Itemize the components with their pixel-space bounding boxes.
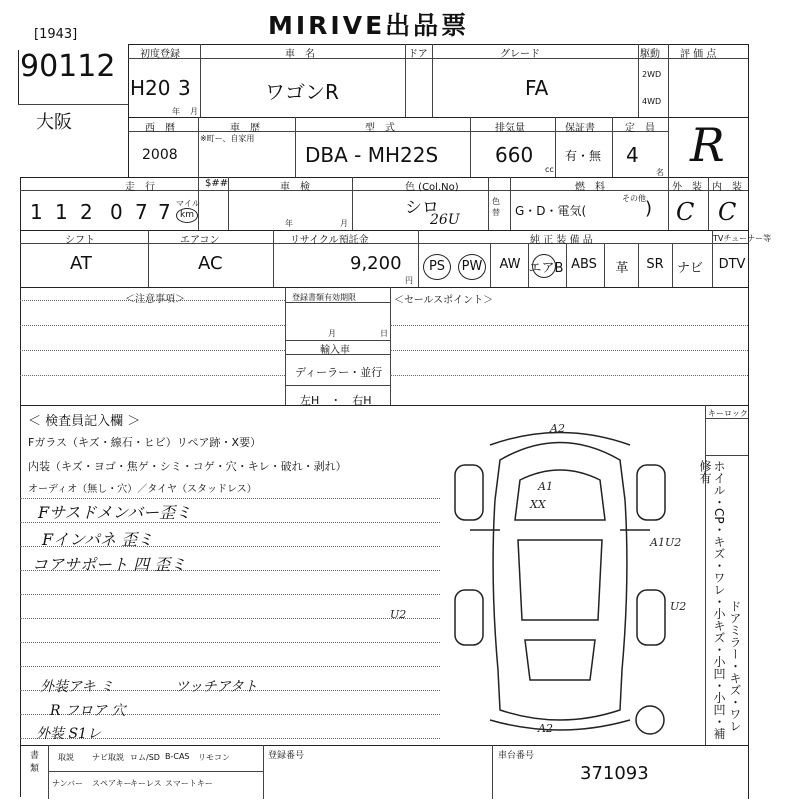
year-mark: 年 bbox=[172, 107, 180, 116]
doc-item: 取説 bbox=[58, 753, 74, 762]
lot-number: 90112 bbox=[20, 49, 116, 84]
cc-unit: cc bbox=[545, 165, 554, 174]
inspector-note: R フロア 穴 bbox=[50, 703, 126, 719]
reg-no-label: 登録番号 bbox=[268, 751, 305, 761]
tuner-label: TVチューナー等 bbox=[713, 234, 772, 243]
recycle-label: リサイクル預託金 bbox=[290, 235, 369, 246]
inspector-note: Fインパネ 歪ミ bbox=[42, 530, 154, 549]
diagram-label: A1 bbox=[538, 480, 553, 493]
model: DBA - MH22S bbox=[305, 143, 439, 167]
side-text-mirror: ドアミラー・キズ・ワレ bbox=[728, 600, 742, 732]
sales-point-label: ＜セールスポイント＞ bbox=[394, 295, 494, 306]
interior-label: 内 装 bbox=[712, 182, 742, 193]
reg-expiry-month: 月 bbox=[328, 329, 336, 338]
mileage-unit: km bbox=[176, 208, 198, 223]
drive-2wd: 2WD bbox=[642, 70, 662, 79]
guarantee-label: 保証書 bbox=[565, 123, 595, 134]
capacity-unit: 名 bbox=[656, 168, 664, 177]
diagram-label: U2 bbox=[390, 608, 407, 621]
diagram-label: A2 bbox=[550, 422, 565, 435]
inspector-note: 外装アキ ミ bbox=[40, 679, 114, 695]
fuel-other-label: その他 bbox=[622, 194, 646, 203]
meter-label: $## bbox=[205, 178, 229, 189]
equipment-sr: SR bbox=[646, 257, 664, 272]
notes-label: ＜注意事項＞ bbox=[125, 294, 185, 305]
doc-item: リモコン bbox=[198, 753, 230, 762]
lot-code: [1943] bbox=[34, 27, 78, 42]
model-label: 型 式 bbox=[365, 123, 395, 134]
inspector-note: ツッチアタト bbox=[175, 679, 258, 695]
sheet-title: MIRIVE出品票 bbox=[268, 11, 470, 40]
equipment-navi: ナビ bbox=[676, 261, 703, 276]
car-name: ワゴンR bbox=[265, 80, 339, 104]
door-label: ドア bbox=[408, 49, 428, 60]
body-type-note: ※町ー、自家用 bbox=[200, 134, 255, 143]
mileage-label: 走 行 bbox=[125, 182, 155, 193]
shift-label: シフト bbox=[65, 235, 95, 246]
grade-label: グレード bbox=[500, 49, 540, 60]
mileage-digit: 1 bbox=[30, 200, 43, 224]
diagram-label: U2 bbox=[670, 600, 687, 613]
inspector-interior: 内装（キズ・ヨゴ・焦ゲ・シミ・コゲ・穴・キレ・破れ・剥れ） bbox=[28, 460, 347, 473]
equipment-label: 純 正 装 備 品 bbox=[530, 235, 593, 246]
western-year: 2008 bbox=[142, 147, 178, 163]
mileage-digit: 7 bbox=[158, 200, 171, 224]
inspector-glass: Fガラス（キズ・線石・ヒビ）リペア跡・X要） bbox=[28, 436, 262, 449]
airbag-circle bbox=[532, 254, 556, 278]
inspection-label: 車 検 bbox=[280, 182, 310, 193]
equipment-pw: PW bbox=[458, 254, 486, 280]
car-name-label: 車 名 bbox=[285, 49, 315, 60]
inspection-year: 年 bbox=[285, 219, 293, 228]
diagram-label: A1U2 bbox=[650, 536, 682, 549]
equipment-ps: PS bbox=[423, 254, 451, 280]
equipment-airbag: エアB bbox=[528, 261, 564, 276]
doc-item: キーレス bbox=[130, 779, 162, 788]
chassis-no: 371093 bbox=[580, 763, 649, 784]
mileage-digit: 7 bbox=[135, 200, 148, 224]
recycle-unit: 円 bbox=[405, 276, 413, 285]
diagram-label: A2 bbox=[538, 722, 553, 735]
inspector-note: コアサポート 四 歪ミ bbox=[32, 555, 187, 574]
inspector-audio: オーディオ（無し・穴）／タイヤ（スタッドレス） bbox=[28, 484, 257, 495]
interior-value: C bbox=[718, 198, 737, 226]
aircon-label: エアコン bbox=[180, 235, 220, 246]
fuel-close: ) bbox=[645, 198, 653, 219]
color-change-label: 色替 bbox=[492, 197, 500, 217]
diagram-label: XX bbox=[530, 498, 546, 511]
rating-label: 評 価 点 bbox=[680, 49, 717, 60]
displacement: 660 bbox=[495, 143, 534, 167]
doc-item: スペアキー bbox=[92, 779, 132, 788]
lot-region: 大阪 bbox=[36, 112, 72, 133]
equipment-abs: ABS bbox=[571, 257, 597, 272]
mileage-unit-alt: マイル bbox=[176, 199, 200, 208]
western-year-label: 西 暦 bbox=[145, 123, 175, 134]
mileage-digit: 1 bbox=[55, 200, 68, 224]
mileage-digit: 2 bbox=[80, 200, 93, 224]
mileage-digit: 0 bbox=[110, 200, 123, 224]
doc-item: ナンバー bbox=[52, 779, 84, 788]
aircon-value: AC bbox=[198, 253, 223, 274]
first-reg-month: 3 bbox=[178, 76, 191, 100]
keylock-label: キーロック bbox=[708, 409, 748, 418]
inspector-label: ＜ 検査員記入欄 ＞ bbox=[28, 414, 141, 429]
reg-expiry-day: 日 bbox=[380, 329, 388, 338]
body-type-label: 車 歴 bbox=[230, 123, 260, 134]
doc-item: B-CAS bbox=[165, 752, 190, 761]
import-label: 輸入車 bbox=[320, 345, 350, 356]
equipment-leather: 革 bbox=[615, 261, 629, 276]
equipment-aw: AW bbox=[499, 257, 521, 272]
rating-value: R bbox=[690, 118, 725, 172]
handle-side: 左H ・ 右H bbox=[300, 394, 372, 407]
guarantee-value: 有・無 bbox=[565, 149, 602, 163]
chassis-no-label: 車台番号 bbox=[498, 751, 535, 761]
exterior-value: C bbox=[676, 198, 695, 226]
exterior-label: 外 装 bbox=[672, 182, 702, 193]
color-no: 26U bbox=[430, 212, 460, 228]
displacement-label: 排気量 bbox=[495, 123, 525, 134]
drive-4wd: 4WD bbox=[642, 97, 662, 106]
drive-label: 駆動 bbox=[640, 49, 660, 60]
inspector-note: Fサスドメンバー歪ミ bbox=[38, 503, 192, 522]
doc-item: ロム/SD bbox=[130, 753, 160, 762]
import-dealer: ディーラー・並行 bbox=[295, 366, 383, 379]
inspector-note: 外装 S1レ bbox=[36, 726, 101, 742]
inspection-month: 月 bbox=[340, 219, 348, 228]
reg-expiry-label: 登録書類有効期限 bbox=[292, 293, 356, 302]
recycle-value: 9,200 bbox=[350, 253, 402, 274]
docs-label: 書 類 bbox=[30, 751, 49, 774]
doc-item: スマートキー bbox=[165, 779, 213, 788]
fuel-label: 燃 料 bbox=[575, 182, 605, 193]
shift-value: AT bbox=[70, 253, 92, 274]
first-reg-label: 初度登録 bbox=[140, 49, 180, 60]
doc-item: ナビ取説 bbox=[92, 753, 124, 762]
fuel-options: G・D・電気( bbox=[515, 204, 587, 218]
color-value: シロ bbox=[405, 198, 439, 218]
capacity-label: 定 員 bbox=[625, 123, 655, 134]
month-mark: 月 bbox=[190, 107, 198, 116]
side-text-wheel: ホイル・CP・キズ・ワレ・小キズ・小凹・小凹・補修有 bbox=[698, 460, 726, 740]
car-diagram bbox=[390, 420, 690, 740]
grade: FA bbox=[525, 76, 549, 100]
capacity: 4 bbox=[626, 143, 639, 167]
equipment-dtv: DTV bbox=[718, 257, 746, 272]
color-label: 色 (Col.No) bbox=[405, 182, 459, 193]
first-reg-era: H20 bbox=[130, 76, 171, 100]
